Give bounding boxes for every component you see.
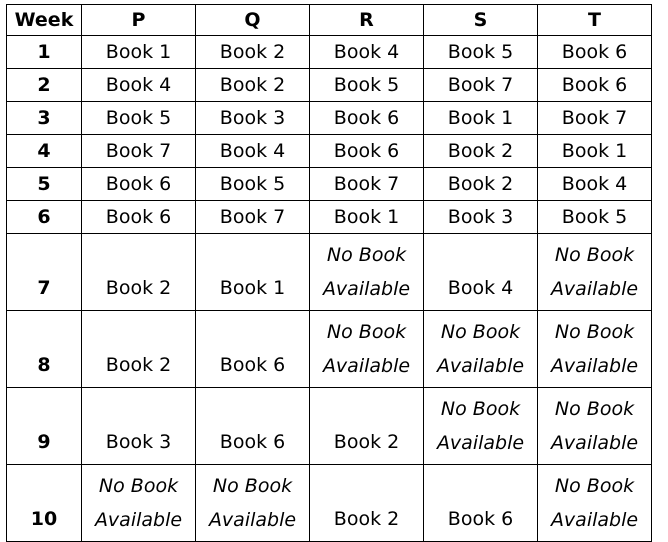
- table-row: [7, 465, 652, 542]
- book-schedule-table: [6, 4, 652, 542]
- book-cell: Book 6: [424, 465, 538, 542]
- book-cell: Book 7: [310, 168, 424, 201]
- book-cell: Book 2: [82, 311, 196, 388]
- book-cell: Book 4: [310, 36, 424, 69]
- header-t: T: [538, 5, 652, 36]
- book-cell: Book 4: [82, 69, 196, 102]
- book-cell: Book 2: [196, 69, 310, 102]
- table-row: [7, 168, 652, 201]
- no-book-available-cell: No Book Available: [538, 465, 652, 542]
- no-book-available-cell: No Book Available: [538, 234, 652, 311]
- book-cell: Book 7: [424, 69, 538, 102]
- no-book-available-cell: No Book Available: [538, 388, 652, 465]
- book-cell: Book 3: [424, 201, 538, 234]
- header-r: R: [310, 5, 424, 36]
- book-cell: Book 2: [82, 234, 196, 311]
- header-q: Q: [196, 5, 310, 36]
- book-cell: Book 6: [538, 36, 652, 69]
- book-cell: Book 3: [82, 388, 196, 465]
- table-row: [7, 135, 652, 168]
- week-number-cell: 6: [7, 201, 82, 234]
- week-number-cell: 4: [7, 135, 82, 168]
- book-cell: Book 7: [538, 102, 652, 135]
- book-cell: Book 6: [196, 311, 310, 388]
- week-number-cell: 5: [7, 168, 82, 201]
- book-cell: Book 1: [196, 234, 310, 311]
- no-book-available-cell: No Book Available: [424, 388, 538, 465]
- book-cell: Book 5: [310, 69, 424, 102]
- header-week: Week: [7, 5, 82, 36]
- book-cell: Book 3: [196, 102, 310, 135]
- book-cell: Book 6: [196, 388, 310, 465]
- book-cell: Book 6: [82, 168, 196, 201]
- header-p: P: [82, 5, 196, 36]
- no-book-available-cell: No Book Available: [196, 465, 310, 542]
- book-cell: Book 2: [196, 36, 310, 69]
- book-cell: Book 6: [310, 135, 424, 168]
- table-row: [7, 201, 652, 234]
- book-cell: Book 5: [424, 36, 538, 69]
- book-cell: Book 5: [82, 102, 196, 135]
- week-number-cell: 8: [7, 311, 82, 388]
- week-number-cell: 9: [7, 388, 82, 465]
- table-row: [7, 36, 652, 69]
- book-cell: Book 5: [196, 168, 310, 201]
- week-number-cell: 10: [7, 465, 82, 542]
- book-cell: Book 2: [310, 388, 424, 465]
- week-number-cell: 3: [7, 102, 82, 135]
- book-cell: Book 7: [196, 201, 310, 234]
- table-row: [7, 388, 652, 465]
- book-cell: Book 1: [82, 36, 196, 69]
- week-number-cell: 7: [7, 234, 82, 311]
- header-row: [7, 5, 652, 36]
- book-cell: Book 1: [424, 102, 538, 135]
- no-book-available-cell: No Book Available: [82, 465, 196, 542]
- book-cell: Book 6: [310, 102, 424, 135]
- book-cell: Book 1: [310, 201, 424, 234]
- book-cell: Book 1: [538, 135, 652, 168]
- table-row: [7, 102, 652, 135]
- book-cell: Book 4: [538, 168, 652, 201]
- book-cell: Book 6: [82, 201, 196, 234]
- week-number-cell: 1: [7, 36, 82, 69]
- book-cell: Book 2: [310, 465, 424, 542]
- table-row: [7, 69, 652, 102]
- no-book-available-cell: No Book Available: [310, 311, 424, 388]
- book-cell: Book 6: [538, 69, 652, 102]
- table-row: [7, 234, 652, 311]
- no-book-available-cell: No Book Available: [538, 311, 652, 388]
- book-cell: Book 4: [196, 135, 310, 168]
- table-body: [7, 36, 652, 542]
- book-cell: Book 7: [82, 135, 196, 168]
- no-book-available-cell: No Book Available: [310, 234, 424, 311]
- week-number-cell: 2: [7, 69, 82, 102]
- header-s: S: [424, 5, 538, 36]
- book-cell: Book 4: [424, 234, 538, 311]
- table-row: [7, 311, 652, 388]
- book-cell: Book 5: [538, 201, 652, 234]
- book-cell: Book 2: [424, 135, 538, 168]
- book-cell: Book 2: [424, 168, 538, 201]
- no-book-available-cell: No Book Available: [424, 311, 538, 388]
